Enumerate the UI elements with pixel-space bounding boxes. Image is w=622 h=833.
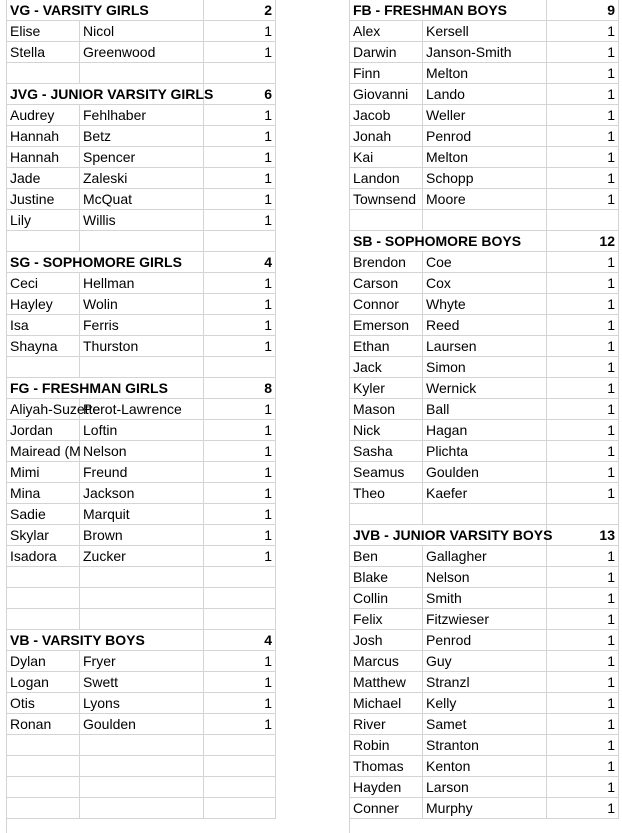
team-count[interactable]: 4 [204,252,276,273]
player-count[interactable]: 1 [547,588,619,609]
player-count[interactable]: 1 [547,21,619,42]
player-count[interactable]: 1 [547,693,619,714]
empty-cell[interactable] [7,756,80,777]
player-first-name[interactable]: Giovanni [350,84,423,105]
team-title: FRESHMAN GIRLS [41,380,168,396]
empty-cell[interactable] [204,735,276,756]
player-count[interactable]: 1 [547,420,619,441]
player-last-name[interactable]: Perot-Lawrence [80,399,204,420]
team-count[interactable]: 4 [204,630,276,651]
player-count[interactable]: 1 [204,147,276,168]
player-last-name[interactable]: Freund [80,462,204,483]
player-count[interactable]: 1 [204,546,276,567]
player-count[interactable]: 1 [547,567,619,588]
player-count[interactable]: 1 [204,336,276,357]
player-last-name[interactable]: Hagan [423,420,547,441]
empty-cell[interactable] [204,777,276,798]
player-last-name[interactable]: Wolin [80,294,204,315]
player-first-name[interactable]: Mairead (M [7,441,80,462]
player-first-name[interactable]: Stella [7,42,80,63]
player-last-name[interactable]: Brown [80,525,204,546]
player-first-name[interactable]: Sadie [7,504,80,525]
player-first-name[interactable]: Dylan [7,651,80,672]
player-last-name[interactable]: Coe [423,252,547,273]
empty-cell[interactable] [547,504,619,525]
player-last-name[interactable]: Penrod [423,630,547,651]
player-last-name[interactable]: Melton [423,147,547,168]
team-separator: - [30,254,43,270]
player-count[interactable]: 1 [547,252,619,273]
player-count[interactable]: 1 [204,693,276,714]
player-count[interactable]: 1 [547,84,619,105]
player-first-name[interactable]: Mina [7,483,80,504]
player-count[interactable]: 1 [547,336,619,357]
player-first-name[interactable]: Isa [7,315,80,336]
player-first-name[interactable]: Kyler [350,378,423,399]
player-count[interactable]: 1 [204,420,276,441]
player-count[interactable]: 1 [204,126,276,147]
player-last-name[interactable]: McQuat [80,189,204,210]
player-last-name[interactable]: Moore [423,189,547,210]
team-header[interactable] [7,0,204,21]
player-first-name[interactable]: Isadora [7,546,80,567]
player-last-name[interactable]: Kelly [423,693,547,714]
player-last-name[interactable]: Kenton [423,756,547,777]
player-last-name[interactable]: Jackson [80,483,204,504]
empty-cell[interactable] [204,756,276,777]
player-count[interactable]: 1 [204,189,276,210]
player-last-name[interactable]: Weller [423,105,547,126]
player-count[interactable]: 1 [547,609,619,630]
team-code: JVB [353,527,381,543]
player-first-name[interactable]: Thomas [350,756,423,777]
player-count[interactable]: 1 [547,756,619,777]
player-count[interactable]: 1 [204,315,276,336]
player-last-name[interactable]: Larson [423,777,547,798]
team-header[interactable] [7,378,204,399]
player-first-name[interactable]: Audrey [7,105,80,126]
player-first-name[interactable]: Brendon [350,252,423,273]
player-last-name[interactable]: Kaefer [423,483,547,504]
player-first-name[interactable]: Josh [350,630,423,651]
empty-cell[interactable] [80,63,204,84]
player-first-name[interactable]: Ben [350,546,423,567]
player-first-name[interactable]: Jade [7,168,80,189]
player-last-name[interactable]: Murphy [423,798,547,819]
player-first-name[interactable]: Mimi [7,462,80,483]
player-first-name[interactable]: Collin [350,588,423,609]
team-separator: - [30,2,43,18]
team-count[interactable]: 9 [547,0,619,21]
team-separator: - [29,632,42,648]
player-last-name[interactable]: Wernick [423,378,547,399]
player-last-name[interactable]: Swett [80,672,204,693]
player-count[interactable]: 1 [204,273,276,294]
player-first-name[interactable]: Hannah [7,147,80,168]
player-first-name[interactable]: Landon [350,168,423,189]
empty-cell[interactable] [80,777,204,798]
right-roster-column [350,0,619,819]
player-count[interactable]: 1 [204,105,276,126]
player-last-name[interactable]: Zaleski [80,168,204,189]
player-last-name[interactable]: Gallagher [423,546,547,567]
player-first-name[interactable]: Ethan [350,336,423,357]
player-last-name[interactable]: Nelson [423,567,547,588]
player-count[interactable]: 1 [204,294,276,315]
player-last-name[interactable]: Ferris [80,315,204,336]
player-first-name[interactable]: Darwin [350,42,423,63]
empty-cell[interactable] [7,798,80,819]
player-count[interactable]: 1 [547,672,619,693]
empty-cell[interactable] [423,210,547,231]
player-count[interactable]: 1 [547,735,619,756]
player-first-name[interactable]: Sasha [350,441,423,462]
player-count[interactable]: 1 [204,21,276,42]
player-count[interactable]: 1 [547,714,619,735]
team-title: VARSITY GIRLS [42,2,149,18]
player-count[interactable]: 1 [547,147,619,168]
player-last-name[interactable]: Greenwood [80,42,204,63]
team-header[interactable] [7,84,214,105]
player-count[interactable]: 1 [547,798,619,819]
left-roster-column [7,0,276,819]
player-last-name[interactable]: Fryer [80,651,204,672]
team-count[interactable]: 13 [547,525,619,546]
player-count[interactable]: 1 [547,105,619,126]
player-first-name[interactable]: Aliyah-Suzette [7,399,80,420]
empty-cell[interactable] [80,735,204,756]
empty-cell[interactable] [7,735,80,756]
player-first-name[interactable]: Finn [350,63,423,84]
player-last-name[interactable]: Goulden [423,462,547,483]
player-first-name[interactable]: Robin [350,735,423,756]
team-title: SOPHOMORE GIRLS [42,254,182,270]
team-header[interactable] [7,252,204,273]
player-last-name[interactable]: Kersell [423,21,547,42]
player-count[interactable]: 1 [204,483,276,504]
empty-cell[interactable] [80,357,204,378]
player-count[interactable]: 1 [547,294,619,315]
player-count[interactable]: 1 [547,315,619,336]
player-count[interactable]: 1 [547,546,619,567]
player-last-name[interactable]: Fehlhaber [80,105,204,126]
team-separator: - [29,380,42,396]
player-first-name[interactable]: Jonah [350,126,423,147]
player-first-name[interactable]: Carson [350,273,423,294]
player-last-name[interactable]: Lando [423,84,547,105]
player-first-name[interactable]: Kai [350,147,423,168]
team-code: JVG [10,86,39,102]
player-count[interactable]: 1 [547,483,619,504]
player-first-name[interactable]: Conner [350,798,423,819]
team-title: JUNIOR VARSITY BOYS [392,527,553,543]
player-last-name[interactable]: Goulden [80,714,204,735]
player-count[interactable]: 1 [547,777,619,798]
player-first-name[interactable]: Ceci [7,273,80,294]
empty-cell[interactable] [204,588,276,609]
player-count[interactable]: 1 [547,126,619,147]
player-count[interactable]: 1 [547,462,619,483]
player-count[interactable]: 1 [547,651,619,672]
empty-cell[interactable] [350,210,423,231]
player-first-name[interactable]: Emerson [350,315,423,336]
empty-cell[interactable] [7,63,80,84]
player-last-name[interactable]: Janson-Smith [423,42,547,63]
empty-cell[interactable] [204,609,276,630]
player-last-name[interactable]: Willis [80,210,204,231]
team-count[interactable]: 6 [204,84,276,105]
empty-cell[interactable] [7,777,80,798]
player-first-name[interactable]: Logan [7,672,80,693]
team-count[interactable]: 12 [547,231,619,252]
team-count[interactable]: 2 [204,0,276,21]
player-count[interactable]: 1 [204,210,276,231]
team-code: VB [10,632,30,648]
player-last-name[interactable]: Simon [423,357,547,378]
player-first-name[interactable]: Mason [350,399,423,420]
player-count[interactable]: 1 [547,63,619,84]
player-count[interactable]: 1 [547,273,619,294]
empty-cell[interactable] [80,588,204,609]
player-first-name[interactable]: Alex [350,21,423,42]
player-count[interactable]: 1 [547,168,619,189]
team-separator: - [372,233,385,249]
team-header[interactable] [7,630,204,651]
empty-cell[interactable] [80,798,204,819]
empty-cell[interactable] [423,504,547,525]
player-last-name[interactable]: Spencer [80,147,204,168]
empty-cell[interactable] [547,210,619,231]
player-last-name[interactable]: Penrod [423,126,547,147]
player-first-name[interactable]: Justine [7,189,80,210]
empty-cell[interactable] [204,357,276,378]
player-count[interactable]: 1 [204,504,276,525]
team-count[interactable]: 8 [204,378,276,399]
team-code: FG [10,380,30,396]
player-last-name[interactable]: Melton [423,63,547,84]
empty-cell[interactable] [7,567,80,588]
player-first-name[interactable]: Skylar [7,525,80,546]
player-count[interactable]: 1 [204,714,276,735]
player-last-name[interactable]: Schopp [423,168,547,189]
team-separator: - [371,2,385,18]
team-header[interactable] [350,231,547,252]
player-count[interactable]: 1 [204,399,276,420]
player-first-name[interactable]: Theo [350,483,423,504]
empty-cell[interactable] [204,567,276,588]
player-count[interactable]: 1 [547,441,619,462]
player-last-name[interactable]: Lyons [80,693,204,714]
player-first-name[interactable]: Jacob [350,105,423,126]
player-first-name[interactable]: Otis [7,693,80,714]
player-count[interactable]: 1 [547,357,619,378]
player-count[interactable]: 1 [204,651,276,672]
team-code: VG [10,2,31,18]
team-separator: - [380,527,393,543]
empty-cell[interactable] [7,609,80,630]
player-first-name[interactable]: Lily [7,210,80,231]
player-first-name[interactable]: Jordan [7,420,80,441]
player-last-name[interactable]: Stranton [423,735,547,756]
player-first-name[interactable]: Connor [350,294,423,315]
player-count[interactable]: 1 [204,168,276,189]
player-first-name[interactable]: Blake [350,567,423,588]
player-last-name[interactable]: Laursen [423,336,547,357]
empty-cell[interactable] [7,231,80,252]
player-last-name[interactable]: Samet [423,714,547,735]
player-last-name[interactable]: Nelson [80,441,204,462]
player-count[interactable]: 1 [547,42,619,63]
empty-cell[interactable] [80,756,204,777]
player-first-name[interactable]: Townsend [350,189,423,210]
player-last-name[interactable]: Thurston [80,336,204,357]
player-first-name[interactable]: Hayden [350,777,423,798]
empty-cell[interactable] [80,567,204,588]
player-first-name[interactable]: Seamus [350,462,423,483]
player-first-name[interactable]: Michael [350,693,423,714]
player-last-name[interactable]: Nicol [80,21,204,42]
player-first-name[interactable]: Nick [350,420,423,441]
player-first-name[interactable]: Hayley [7,294,80,315]
player-first-name[interactable]: River [350,714,423,735]
empty-cell[interactable] [204,231,276,252]
player-count[interactable]: 1 [204,42,276,63]
team-code: FB [353,2,372,18]
player-last-name[interactable]: Whyte [423,294,547,315]
team-separator: - [38,86,51,102]
empty-cell[interactable] [7,588,80,609]
player-last-name[interactable]: Ball [423,399,547,420]
team-header[interactable] [350,525,553,546]
player-count[interactable]: 1 [547,630,619,651]
player-last-name[interactable]: Guy [423,651,547,672]
team-code: SB [353,233,373,249]
player-last-name[interactable]: Plichta [423,441,547,462]
player-count[interactable]: 1 [547,378,619,399]
empty-cell[interactable] [350,504,423,525]
player-first-name[interactable]: Jack [350,357,423,378]
empty-cell[interactable] [80,231,204,252]
player-count[interactable]: 1 [204,672,276,693]
player-first-name[interactable]: Marcus [350,651,423,672]
empty-cell[interactable] [80,609,204,630]
empty-cell[interactable] [7,357,80,378]
team-code: SG [10,254,31,270]
player-count[interactable]: 1 [547,399,619,420]
player-last-name[interactable]: Cox [423,273,547,294]
player-first-name[interactable]: Matthew [350,672,423,693]
player-last-name[interactable]: Betz [80,126,204,147]
player-last-name[interactable]: Fitzwieser [423,609,547,630]
player-first-name[interactable]: Shayna [7,336,80,357]
player-last-name[interactable]: Loftin [80,420,204,441]
player-count[interactable]: 1 [204,441,276,462]
player-last-name[interactable]: Reed [423,315,547,336]
team-title: JUNIOR VARSITY GIRLS [50,86,214,102]
player-first-name[interactable]: Hannah [7,126,80,147]
player-count[interactable]: 1 [204,525,276,546]
player-last-name[interactable]: Stranzl [423,672,547,693]
team-title: SOPHOMORE BOYS [384,233,522,249]
team-header[interactable] [350,0,547,21]
player-last-name[interactable]: Hellman [80,273,204,294]
player-last-name[interactable]: Zucker [80,546,204,567]
empty-cell[interactable] [204,798,276,819]
player-count[interactable]: 1 [204,462,276,483]
team-title: FRESHMAN BOYS [384,2,508,18]
player-count[interactable]: 1 [547,189,619,210]
player-last-name[interactable]: Smith [423,588,547,609]
team-title: VARSITY BOYS [41,632,145,648]
player-first-name[interactable]: Felix [350,609,423,630]
player-first-name[interactable]: Ronan [7,714,80,735]
player-first-name[interactable]: Elise [7,21,80,42]
empty-cell[interactable] [204,63,276,84]
player-last-name[interactable]: Marquit [80,504,204,525]
